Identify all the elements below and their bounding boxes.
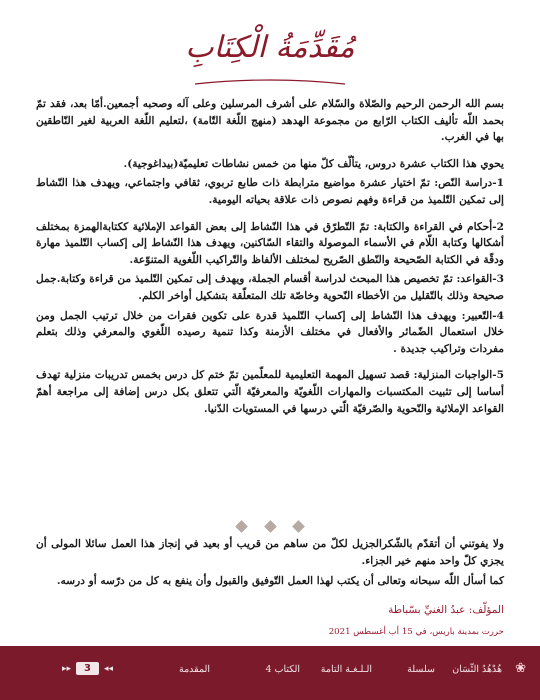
paragraph-grammar: 3-القواعد: تمّ تخصيص هذا المبحث لدراسة أقسام الجملة، ويهدف إلى تمكين التّلميذ من قراءة وكتابة.جمل صحيحة وذلك بالتّقليل من الأخطاء النّحوية وخاصّة تلك المتعلّقة بتشكيل أواخر الكلم.	[36, 273, 504, 302]
footer-series-label: سلسلة	[407, 664, 435, 675]
page-footer	[0, 646, 540, 700]
paragraph-text-study: 1-دراسة النّص: تمّ اختيار عشرة مواضيع مترابطة ذات طابع تربوي، ثقافي واجتماعي، ويهدف هذا النّشاط إلى تمكين التّلميذ من قراءة وفهم نصوص ذات علاقة بحياته اليومية.	[36, 177, 504, 206]
paragraph-opening: بسم الله الرحمن الرحيم والصّلاة والسّلام على أشرف المرسلين وعلى آله وصحبه أجمعين.أمّا بعد، فقد تمّ بحمد اللّه تأليف الكتاب الرّابع من مجموعة الهدهد (منهج اللّغة التّامة) ،لتعليم اللّغة العربية لغير النّاطقين بها في الغرب.	[36, 98, 504, 144]
date-line: حررت بمدينة باريس، في 15 أب أغسطس 2021	[328, 627, 504, 637]
title-swash-ornament	[190, 78, 350, 88]
diamond-icon	[236, 520, 249, 533]
book-logo-icon: ❀	[515, 661, 526, 676]
section-divider	[0, 516, 540, 535]
page-title: مُقَدِّمَةُ الْكِتَابِ	[185, 30, 355, 65]
paragraph-homework: 5-الواجبات المنزلية: قصد تسهيل المهمة التعليمية للمعلّمين تمّ ختم كل درس بخمس تدريبات منزلية تهدف أساسا إلى تثبيت المكتسبات والمهارات اللّغويّة والمعرفيّة الّتي تتعلق بكل درس إضافة إلى مراجعة أهمّ القواعد الإملائية والنّحوية والصّرفيّة الّتي درسها في المستويات الدّنيا.	[36, 369, 504, 415]
diamond-icon	[292, 520, 305, 533]
closing-text	[36, 536, 504, 594]
footer-book-name: هُدْهُدُ التِّسَان	[452, 664, 502, 675]
author-signature: المؤلّف: عبدُ الغنيِّ بسّباطة	[388, 604, 504, 616]
diamond-icon	[264, 520, 277, 533]
prev-page-icon[interactable]: ◂◂	[104, 663, 114, 674]
intro-body	[36, 96, 504, 420]
paragraph-expression: 4-التّعبير: ويهدف هذا النّشاط إلى إكساب التّلميذ قدرة على تكوين فقرات من خلال ترتيب الجمل ومن خلال استعمال الضّمائر والأفعال في مختلف الأزمنة وكذا تنمية رصيده اللّغوي والمعرفي وذلك بتعلم مفردات وتراكيب جديدة .	[36, 309, 504, 355]
page-number: 3	[76, 662, 99, 675]
closing-thanks: ولا يفوتني أن أتقدّم بالشّكرالجزيل لكلّ من ساهم من قريب أو بعيد في إنجاز هذا العمل سائلا المولى أن يجزي كلّ واحد منهم خير الجزاء.	[36, 538, 504, 567]
footer-section-name: المقدمة	[178, 664, 210, 675]
page-navigation	[62, 662, 113, 675]
footer-book-number: الكتاب 4	[265, 664, 300, 675]
next-page-icon[interactable]: ▸▸	[62, 663, 72, 674]
footer-series-name: الـلـغـة التامة	[320, 664, 372, 675]
paragraph-reading-writing: 2-أحكام في القراءة والكتابة: تمّ التّطرّق في هذا النّشاط إلى بعض القواعد الإملائية ككتابةالهمزة بمختلف أشكالها وكتابة اللّام في الأسماء الموصولة والتقاء السّاكنين، ويهدف هذا النّشاط إلى إكساب التّلميذ مهارة ودقّة في الكتابة الصّحيحة والنّطق الصّريح لمختلف الألفاظ والتّراكيب اللّغوية المتنوّعة.	[36, 220, 504, 266]
paragraph-overview: يحوي هذا الكتاب عشرة دروس، يتألّف كلّ منها من خمس نشاطات تعليميّة(بيداغوجية).	[123, 157, 504, 170]
closing-prayer: كما أسأل اللّه سبحانه وتعالى أن يكتب لهذا العمل التّوفيق والقبول وأن ينفع به كل من درّسه أو درسه.	[56, 575, 504, 588]
